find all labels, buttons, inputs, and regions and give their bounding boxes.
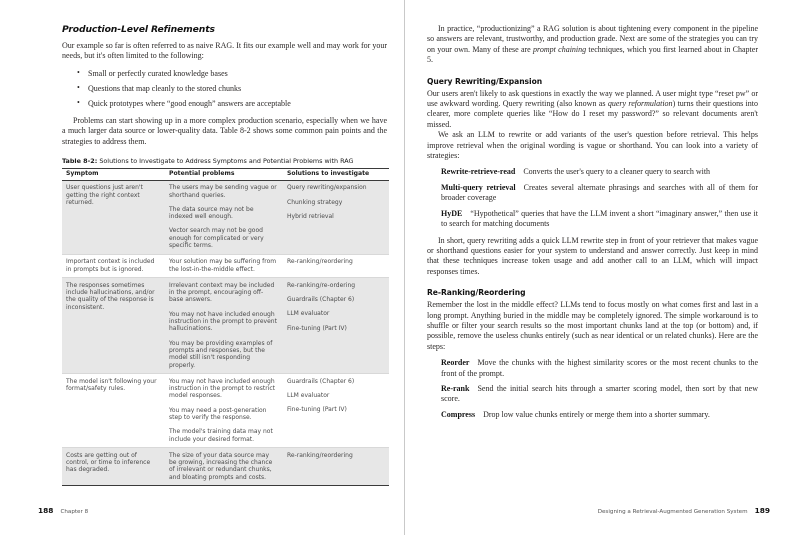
limitations-list [62,69,387,109]
heading-reranking: Re-Ranking/Reordering [427,288,526,298]
cell-text: Fine-tuning (Part IV) [287,324,347,332]
query-rewriting-paragraph-a [427,89,758,131]
cell-text: Re-ranking/reordering [287,258,353,266]
bullet-icon: • [77,98,80,108]
opening-text-b: component in the pipeline so answers are relevant, trustworthy, and production grade. Next are some of the strategies you can try on your own. Many of these are [427,24,759,54]
reranking-paragraph: Remember the lost in the middle effect? LLMs tend to focus mostly on what comes first and last in a long prompt. Anything buried in the middle may be completely ignored. The simple workaround is to shuffle or filter your search results so the most important chunks land at the top (or bottom) and, if possible, remove the useless chunks entirely (such as near identical or un related chunks). Here are the steps: [427,300,758,351]
cell-text: Vector search may not be good enough for complicated or very specific terms. [169,227,264,250]
definition-desc: Move the chunks with the highest similarity scores or the most recent chunks to the front of the prompt. [441,358,758,378]
table-row [62,448,389,486]
table-caption-label: Table 8-2: [62,157,98,166]
cell-symptom [62,180,165,254]
query-rewriting-paragraph-b: We ask an LLM to rewrite or add variants of the user's question before retrieval. This helps improve retrieval when the original wording is vague or shorthand. You can look into a variety of strategies: [427,130,758,161]
table-caption-text: Solutions to Investigate to Address Symptoms and Potential Problems with RAG [99,157,354,166]
cell-text: LLM evaluator [287,392,330,400]
qr-text-a1: Our users aren't likely to ask questions in exactly the way we planned. A user might type “reset pw” or use awkward wording. Query rewriting (also known as [427,88,758,109]
definition-desc: Converts the user's query to a cleaner query to search with [523,167,711,177]
cell-symptom [62,448,165,486]
running-head: Designing a Retrieval-Augmented Generation System [597,509,748,515]
column-header-problems: Potential problems [165,168,283,180]
cell-problems [165,374,283,448]
cell-text: Your solution may be suffering from the lost-in-the-middle effect. [169,258,277,273]
cell-text: You may not have included enough instruction in the prompt to restrict model responses. [169,377,275,400]
reranking-steps [427,358,758,420]
cell-text: Costs are getting out of control, or time to inference has degraded. [66,451,151,474]
definition-item [441,183,758,204]
cell-text: Fine-tuning (Part IV) [287,406,347,414]
intro-paragraph: Our example so far is often referred to as naive RAG. It fits our example well and may work for your needs, but it's often limited to the following: [62,41,387,61]
definition-term: HyDE [441,208,463,218]
column-header-symptom: Symptom [62,168,165,180]
definition-item [441,384,758,405]
definition-term: Reorder [441,358,470,368]
definition-desc: Drop low value chunks entirely or merge them into a shorter summary. [483,409,710,419]
opening-text-a: In practice, “productionizing” a RAG solution is about tightening every [438,24,672,33]
table-row [62,374,389,448]
definition-desc: “Hypothetical” queries that have the LLM invent a short “imaginary answer,” then use it to search for matching documents [441,208,758,229]
page-number: 189 [754,506,770,515]
cell-problems [165,448,283,486]
cell-text: User questions just aren't getting the right context returned. [66,184,143,207]
right-page [405,0,810,535]
definition-term: Multi-query retrieval [441,182,516,192]
list-item [77,83,387,94]
cell-text: Query rewriting/expansion [287,184,367,192]
page-title: Production-Level Refinements [62,24,215,35]
cell-text: You may be providing examples of prompts and responses, but the model still isn't responding properly. [169,339,273,369]
column-header-solutions: Solutions to investigate [283,168,389,180]
cell-problems [165,180,283,254]
cell-text: You may need a post-generation step to verify the response. [169,406,267,422]
cell-symptom [62,374,165,448]
cell-problems [165,254,283,277]
cell-solutions [283,374,389,448]
table-row [62,278,389,374]
qr-text-italic: query reformulation [607,99,673,109]
cell-text: LLM evaluator [287,310,330,318]
cell-text: Guardrails (Chapter 6) [287,295,355,303]
cell-text: The data source may not be indexed well enough. [169,205,254,221]
cell-text: Chunking strategy [287,198,343,206]
cell-symptom [62,278,165,374]
definition-desc: Creates several alternate phrasings and searches with all of them for broader coverage [441,182,758,203]
definition-item [441,209,758,230]
cell-text: The users may be sending vague or shorthand queries. [169,184,277,199]
cell-problems [165,278,283,374]
cell-text: Guardrails (Chapter 6) [287,377,355,385]
cell-solutions [283,448,389,486]
cell-text: The model isn't following your format/safety rules. [66,377,157,393]
cell-solutions [283,254,389,277]
definition-item [441,358,758,379]
bullet-icon: • [77,83,80,93]
definition-term: Compress [441,409,476,419]
table-header-row [62,168,389,180]
cell-text: The model's training data may not include your desired format. [169,428,273,443]
table-row [62,180,389,254]
definition-item [441,167,758,177]
cell-text: You may not have included enough instruction in the prompt to prevent hallucinations. [169,310,277,333]
opening-text-c: techniques, which you first learned about in Chapter 5. [427,44,758,65]
list-item [77,98,387,109]
table-row [62,254,389,277]
running-head: Chapter 8 [60,509,89,515]
query-rewriting-paragraph-c: In short, query rewriting adds a quick LLM rewrite step in front of your retriever that makes vague or shorthand questions easier for your system to understand and answer correctly. Just keep in mind that these techniques increase token usage and add another call to an LLM, which will impact responses times. [427,235,758,276]
cell-text: Hybrid retrieval [287,213,334,221]
cell-solutions [283,180,389,254]
definition-desc: Send the initial search hits through a smarter scoring model, then sort by that new score. [441,383,758,404]
opening-paragraph [427,24,758,66]
list-item-label: Questions that map cleanly to the stored chunks [88,83,242,93]
definition-term: Rewrite-retrieve-read [441,167,516,177]
rag-solutions-table [62,168,389,486]
cell-text: The responses sometimes include hallucinations, and/or the quality of the response is inconsistent. [66,281,155,311]
opening-text-italic: prompt chaining [533,44,587,54]
cell-text: Re-ranking/reordering [287,451,353,459]
footer-left [38,506,88,515]
definition-item [441,410,758,420]
cell-text: The size of your data source may be growing, increasing the chance of irrelevant or redundant chunks, and bloating prompts and costs. [169,451,273,481]
footer-right [598,506,770,515]
cell-text: Irrelevant context may be included in the prompt, encouraging off-base answers. [169,281,275,304]
list-item-label: Quick prototypes where “good enough” answers are acceptable [88,98,291,108]
table-body [62,180,389,485]
page-number: 188 [38,506,54,515]
definition-term: Re-rank [441,383,470,393]
cell-symptom [62,254,165,277]
heading-query-rewriting: Query Rewriting/Expansion [427,76,543,86]
qr-text-a2: ) turns their questions into clearer, more complete queries like “How do I reset my password?” so relevant documents aren't missed. [427,99,758,129]
list-item-label: Small or perfectly curated knowledge bases [88,68,228,78]
query-rewriting-strategies [427,167,758,229]
table-caption [62,157,387,165]
bullet-icon: • [77,68,80,78]
cell-text: Re-ranking/re-ordering [287,281,356,289]
cell-solutions [283,278,389,374]
cell-text: Important context is included in prompts but is ignored. [66,258,155,273]
list-item [77,68,387,79]
after-bullets-paragraph: Problems can start showing up in a more complex production scenario, especially when we have a much larger data source or lower-quality data. Table 8-2 shows some common pain points and the strategies to address them. [62,116,387,146]
